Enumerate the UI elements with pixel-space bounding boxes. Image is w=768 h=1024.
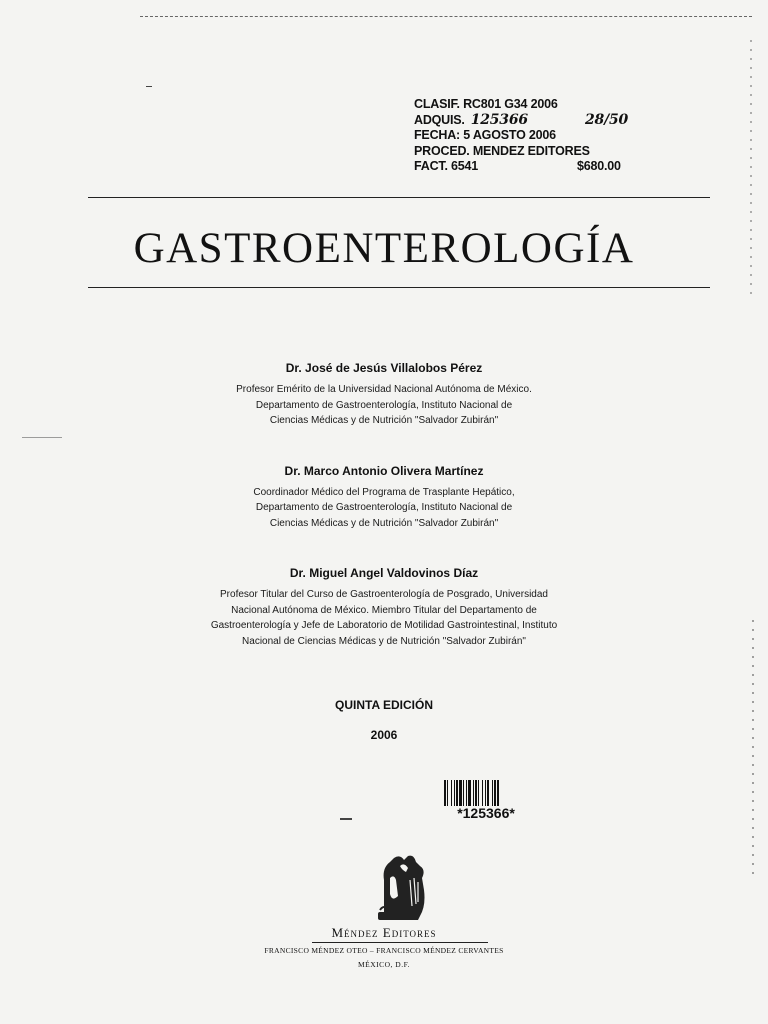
affiliation-line: Profesor Titular del Curso de Gastroenterología de Posgrado, Universidad (220, 589, 548, 600)
stamp-clasif-text: CLASIF. RC801 G34 2006 (414, 97, 558, 111)
affiliation-line: Gastroenterología y Jefe de Laboratorio de Motilidad Gastrointestinal, Instituto (210, 620, 558, 631)
stamp-adquis-label: ADQUIS. (414, 112, 465, 127)
stamp-proced (414, 144, 644, 160)
affiliation-line: Departamento de Gastroenterología, Instituto Nacional de (255, 502, 513, 513)
affiliation-line: Nacional de Ciencias Médicas y de Nutrición "Salvador Zubirán" (242, 635, 526, 647)
scan-edge-dots (752, 620, 754, 880)
author-2 (0, 464, 768, 532)
affiliation-line: Coordinador Médico del Programa de Trasplante Hepático, (253, 486, 515, 498)
scan-edge-line (140, 16, 752, 17)
author-affiliation (0, 587, 768, 649)
publisher-logo (370, 850, 430, 922)
barcode-bar (492, 780, 493, 806)
stamp-fact (414, 159, 644, 175)
author-name: Dr. Miguel Angel Valdovinos Díaz (289, 566, 479, 580)
author-name: Dr. José de Jesús Villalobos Pérez (285, 361, 483, 375)
scan-mark (340, 818, 352, 820)
barcode-bar (478, 780, 479, 806)
catalog-stamp (414, 97, 644, 175)
title-rule-top (88, 197, 710, 198)
barcode-bar (463, 780, 464, 806)
stamp-fact-text: FACT. 6541 (414, 159, 479, 173)
barcode-bar (468, 780, 471, 806)
stamp-adquis (414, 113, 644, 129)
barcode-graphic (444, 780, 526, 806)
affiliation-line: Nacional Autónoma de México. Miembro Titular del Departamento de (231, 604, 537, 616)
barcode-bar (447, 780, 448, 806)
barcode-bar (494, 780, 496, 806)
affiliation-line: Departamento de Gastroenterología, Instituto Nacional de (255, 399, 513, 411)
stamp-adquis-number: 125366 (470, 111, 528, 128)
stamp-clasif (414, 97, 644, 113)
affiliation-line: Ciencias Médicas y de Nutrición "Salvador Zubirán" (269, 517, 499, 529)
edition-year: 2006 (370, 728, 398, 742)
scan-mark (146, 86, 152, 87)
barcode-bar (444, 780, 446, 806)
stamp-price: $680.00 (577, 159, 621, 173)
stamp-fecha (414, 128, 644, 144)
edition: QUINTA EDICIÓN (335, 698, 433, 712)
barcode-bar (497, 780, 499, 806)
publisher-city: MÉXICO, D.F. (357, 960, 411, 969)
stamp-proced-text: PROCED. MENDEZ EDITORES (414, 143, 590, 158)
barcode-bar (451, 780, 452, 806)
author-1 (0, 361, 768, 429)
barcode-bar (459, 780, 462, 806)
author-name: Dr. Marco Antonio Olivera Martínez (284, 463, 484, 478)
author-3 (0, 566, 768, 649)
author-affiliation (0, 382, 768, 429)
barcode-bar (475, 780, 477, 806)
affiliation-line: Profesor Emérito de la Universidad Nacional Autónoma de México. (236, 384, 532, 395)
barcode-bar (456, 780, 458, 806)
barcode-number: *125366* (457, 805, 515, 821)
publisher-rule (312, 942, 488, 943)
book-title: GASTROENTEROLOGÍA (133, 225, 635, 272)
barcode-bar (485, 780, 486, 806)
stamp-adquis-fraction: 28/50 (585, 111, 629, 128)
publisher-name: Méndez Editores (331, 925, 437, 940)
barcode-bar (487, 780, 489, 806)
authors-block (0, 361, 768, 649)
barcode-bar (482, 780, 483, 806)
barcode-bar (454, 780, 455, 806)
title-rule-bottom (88, 287, 710, 288)
barcode-bar (466, 780, 467, 806)
publisher-people: FRANCISCO MÉNDEZ OTEO – FRANCISCO MÉNDEZ CERVANTES (264, 946, 504, 955)
author-affiliation (0, 485, 768, 532)
stamp-fecha-text: FECHA: 5 AGOSTO 2006 (414, 128, 556, 142)
affiliation-line: Ciencias Médicas y de Nutrición "Salvador Zubirán" (269, 415, 499, 426)
barcode-bar (473, 780, 474, 806)
